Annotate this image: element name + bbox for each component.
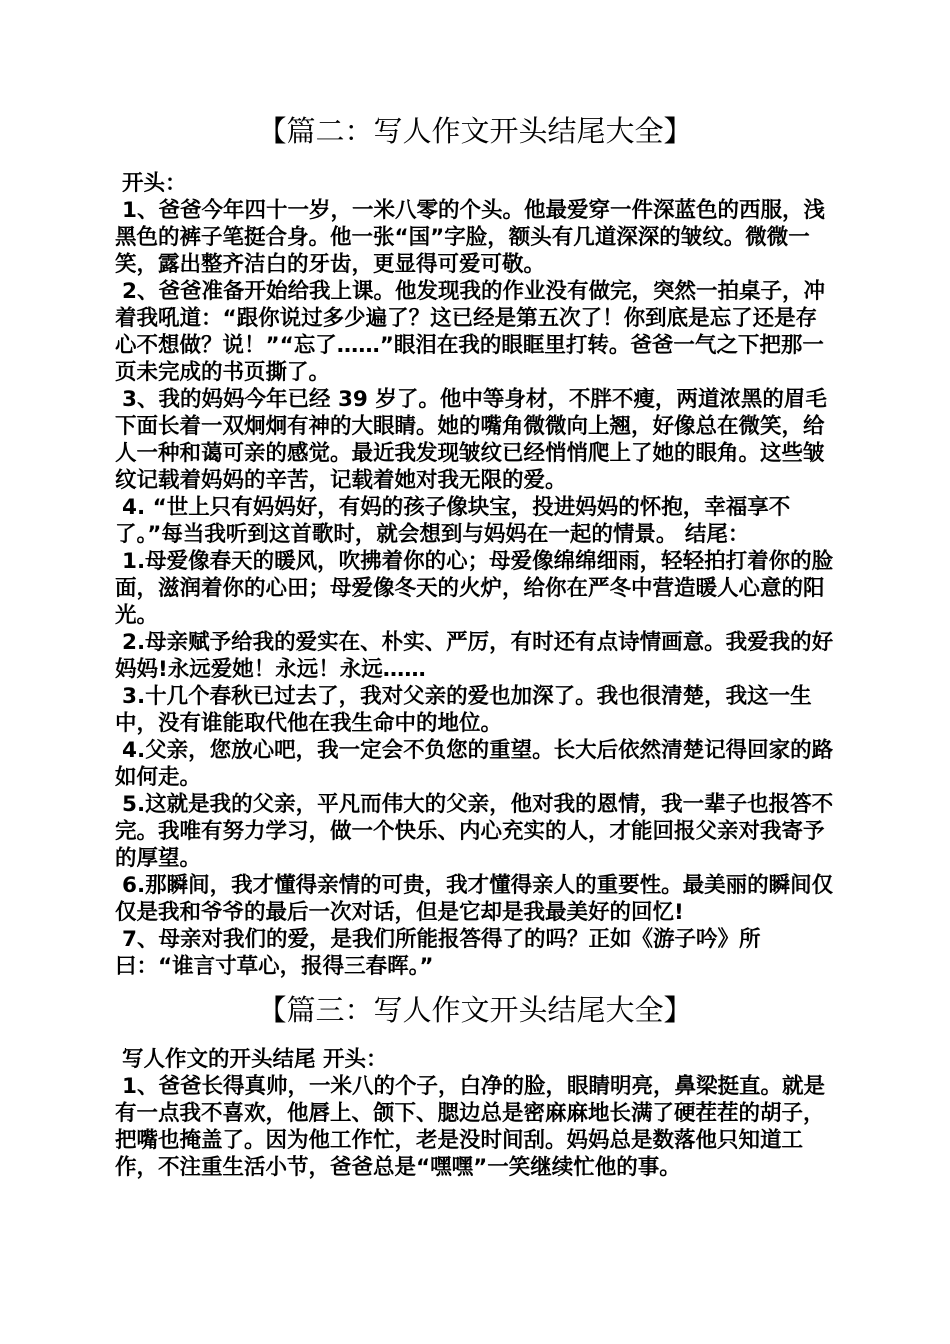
section-2-paragraph: 1.母爱像春天的暖风，吹拂着你的心；母爱像绵绵细雨，轻轻拍打着你的脸面，滋润着你的心田；母爱像冬天的火炉，给你在严冬中营造暖人心意的阳光。 bbox=[115, 549, 834, 628]
section-3-heading-opening: 写人作文的开头结尾 开头： bbox=[122, 1047, 388, 1072]
section-2-body bbox=[115, 170, 837, 980]
section-2-paragraph: 7、母亲对我们的爱，是我们所能报答得了的吗？正如《游子吟》所曰：“谁言寸草心，报得三春晖。” bbox=[115, 927, 761, 979]
section-2-paragraph: 4. “世上只有妈妈好，有妈的孩子像块宝，投进妈妈的怀抱，幸福享不了。”每当我听到这首歌时，就会想到与妈妈在一起的情景。 结尾： bbox=[115, 495, 791, 547]
section-2-paragraph: 3、我的妈妈今年已经 39 岁了。他中等身材，不胖不瘦，两道浓黑的眉毛下面长着一双炯炯有神的大眼睛。她的嘴角微微向上翘，好像总在微笑，给人一种和蔼可亲的感觉。最近我发现皱纹已经悄悄爬上了她的眼角。这些皱纹记载着妈妈的辛苦，记载着她对我无限的爱。 bbox=[115, 387, 827, 493]
section-2-paragraph: 4.父亲，您放心吧，我一定会不负您的重望。长大后依然清楚记得回家的路如何走。 bbox=[115, 738, 834, 790]
section-2-paragraph: 5.这就是我的父亲，平凡而伟大的父亲，他对我的恩情，我一辈子也报答不完。我唯有努力学习，做一个快乐、内心充实的人，才能回报父亲对我寄予的厚望。 bbox=[115, 792, 834, 871]
section-3-paragraph: 1、爸爸长得真帅，一米八的个子，白净的脸，眼睛明亮，鼻梁挺直。就是有一点我不喜欢，他唇上、颌下、腮边总是密麻麻地长满了硬茬茬的胡子，把嘴也掩盖了。因为他工作忙，老是没时间刮。妈妈总是数落他只知道工作，不注重生活小节，爸爸总是“嘿嘿”一笑继续忙他的事。 bbox=[115, 1074, 825, 1180]
section-2-paragraph: 2.母亲赋予给我的爱实在、朴实、严厉，有时还有点诗情画意。我爱我的好妈妈!永远爱她！永远！永远…… bbox=[115, 630, 834, 682]
section-2-heading-opening: 开头： bbox=[122, 171, 187, 196]
section-3-title: 【篇三：写人作文开头结尾大全】 bbox=[257, 993, 693, 1027]
section-2-paragraph: 6.那瞬间，我才懂得亲情的可贵，我才懂得亲人的重要性。最美丽的瞬间仅仅是我和爷爷的最后一次对话，但是它却是我最美好的回忆! bbox=[115, 873, 834, 925]
section-2-paragraph: 2、爸爸准备开始给我上课。他发现我的作业没有做完，突然一拍桌子，冲着我吼道：“跟你说过多少遍了？这已经是第五次了！你到底是忘了还是存心不想做？说！”“忘了……”眼泪在我的眼眶里打转。爸爸一气之下把那一页未完成的书页撕了。 bbox=[115, 279, 825, 385]
section-2-title: 【篇二：写人作文开头结尾大全】 bbox=[257, 114, 693, 148]
section-3-body bbox=[115, 1046, 837, 1181]
section-2-paragraph: 1、爸爸今年四十一岁，一米八零的个头。他最爱穿一件深蓝色的西服，浅黑色的裤子笔挺合身。他一张“国”字脸，额头有几道深深的皱纹。微微一笑，露出整齐洁白的牙齿，更显得可爱可敬。 bbox=[115, 198, 825, 277]
section-2-paragraph: 3.十几个春秋已过去了，我对父亲的爱也加深了。我也很清楚，我这一生中，没有谁能取代他在我生命中的地位。 bbox=[115, 684, 812, 736]
